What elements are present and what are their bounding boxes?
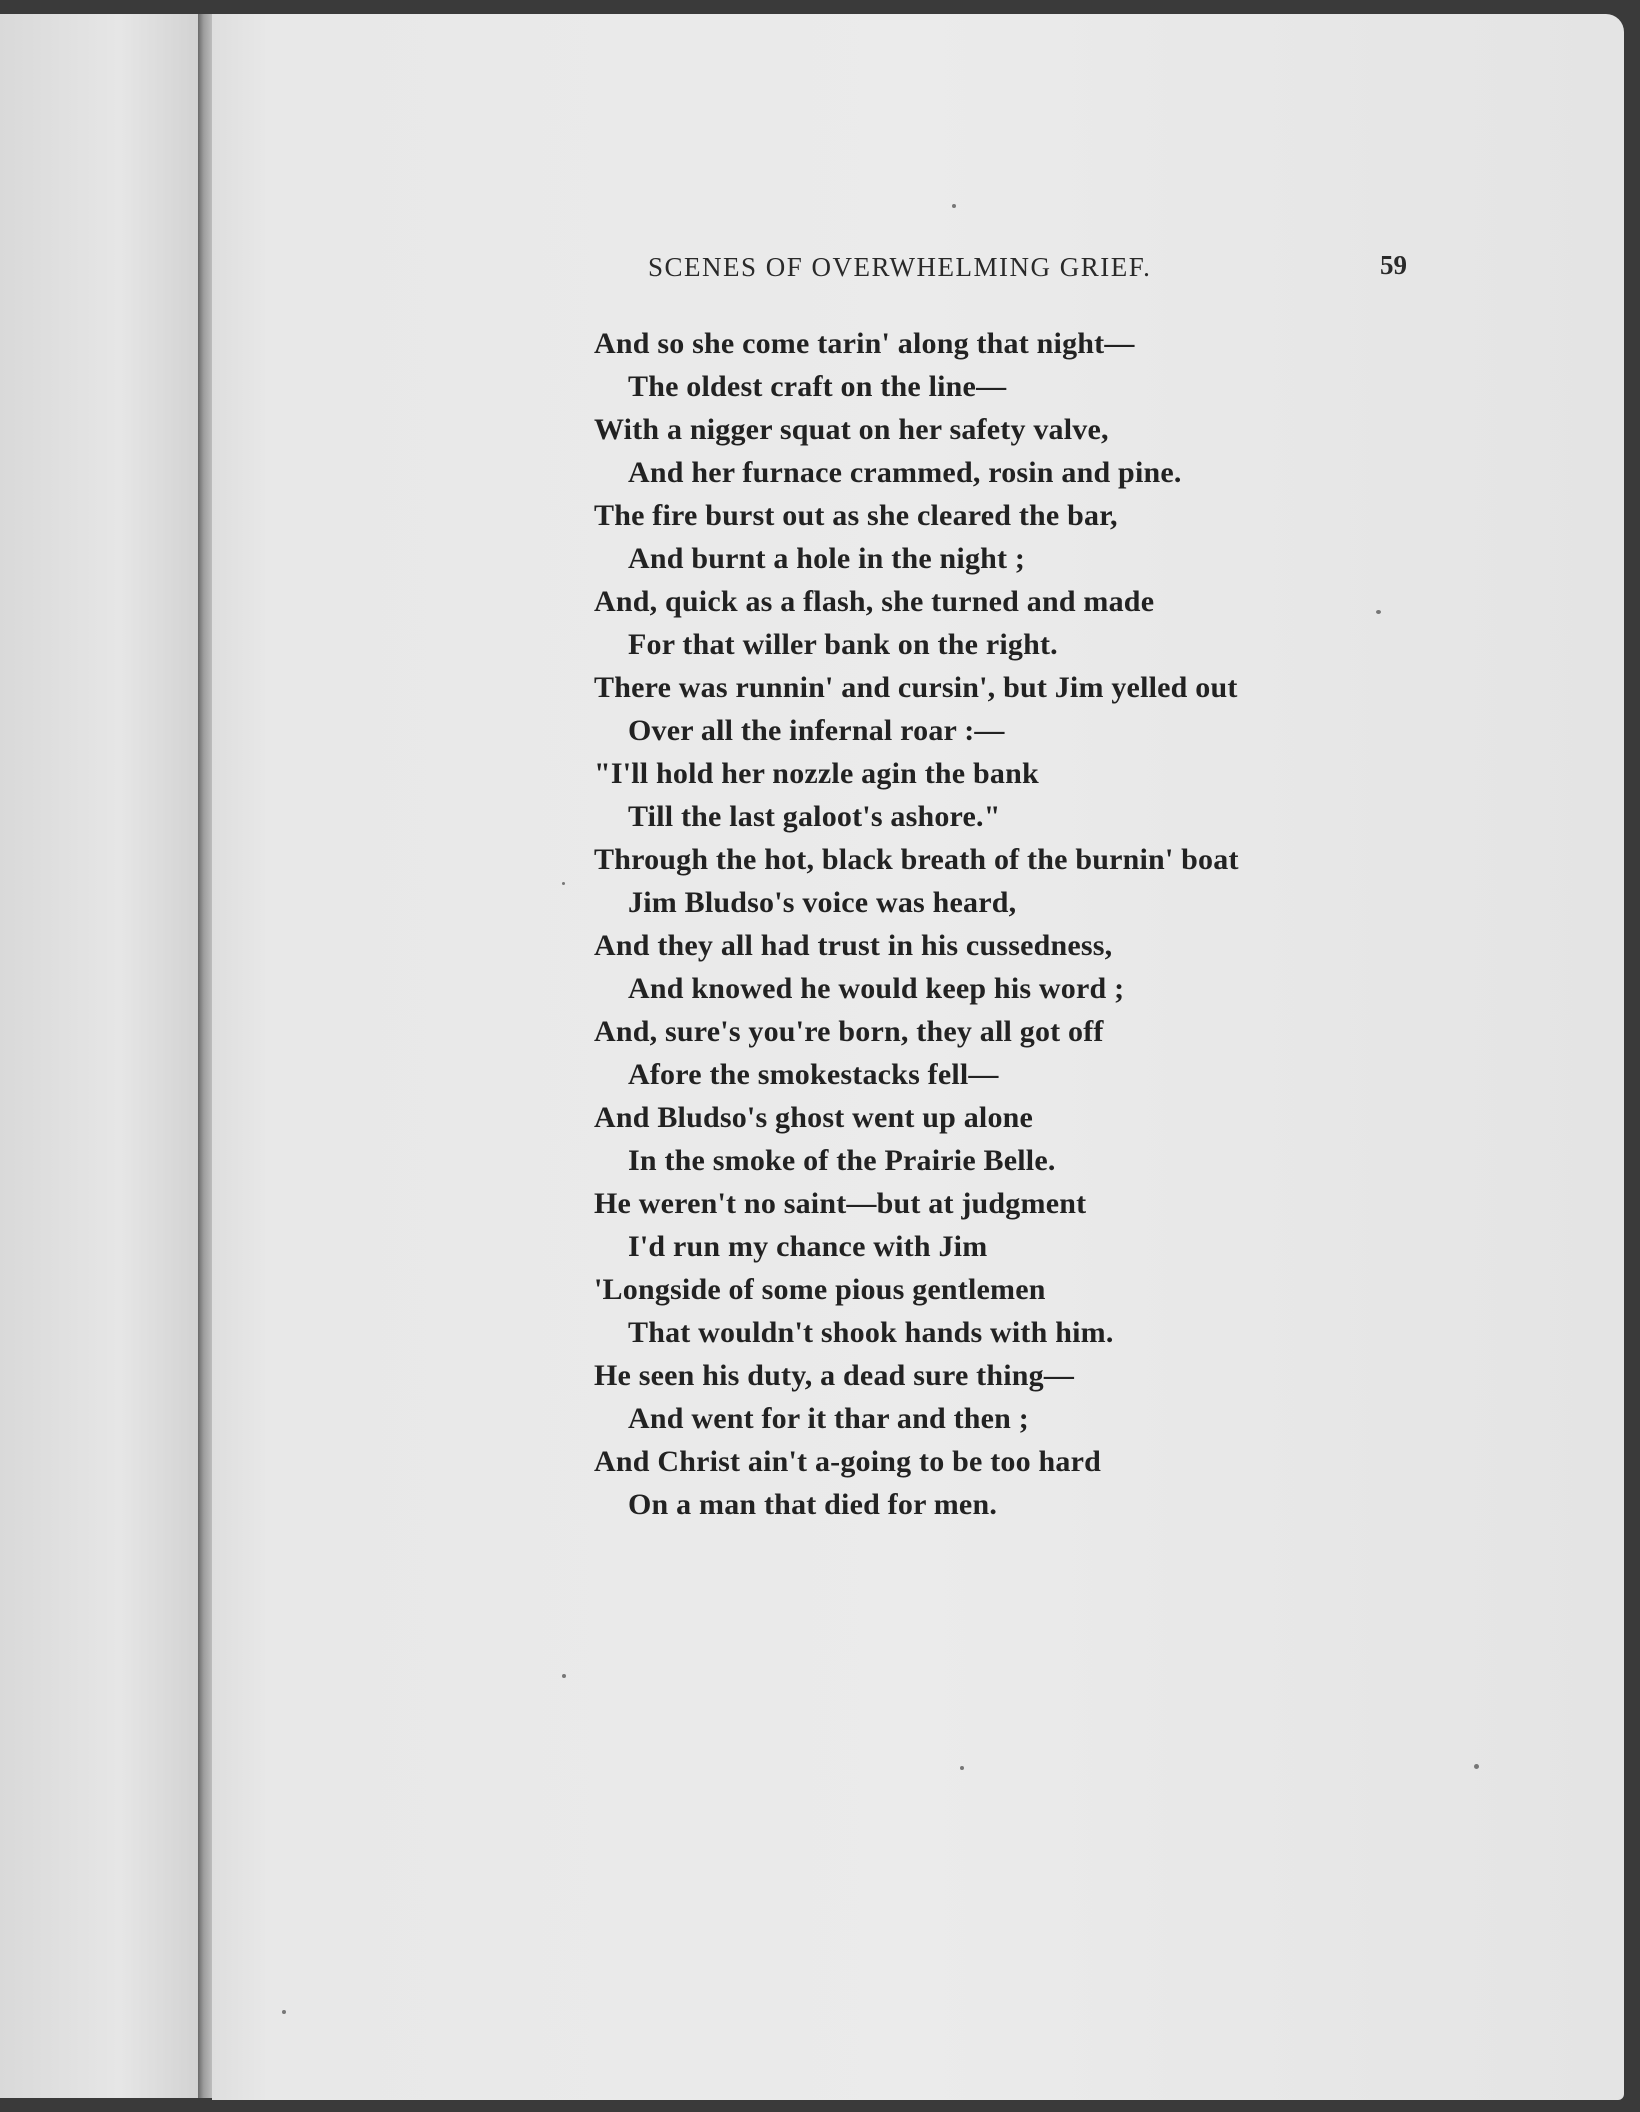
- poem-line: And they all had trust in his cussedness,: [594, 929, 1113, 962]
- poem-line: And, sure's you're born, they all got off: [594, 1015, 1104, 1048]
- poem-line: And knowed he would keep his word ;: [628, 972, 1125, 1005]
- poem-line: And, quick as a flash, she turned and made: [594, 585, 1155, 618]
- paper-speck: [562, 1674, 566, 1678]
- poem-line: And her furnace crammed, rosin and pine.: [628, 456, 1182, 489]
- poem-text: [594, 322, 1239, 1526]
- poem-line: Afore the smokestacks fell—: [628, 1058, 999, 1091]
- poem-line: And burnt a hole in the night ;: [628, 542, 1026, 575]
- poem-line: And Bludso's ghost went up alone: [594, 1101, 1034, 1134]
- running-head: SCENES OF OVERWHELMING GRIEF.: [648, 252, 1152, 282]
- left-page-edge: [0, 14, 200, 2098]
- poem-line: And so she come tarin' along that night—: [594, 327, 1135, 360]
- poem-line: Through the hot, black breath of the burnin' boat: [594, 843, 1239, 876]
- poem-line: The oldest craft on the line—: [628, 370, 1007, 403]
- poem-line: For that willer bank on the right.: [628, 628, 1058, 661]
- page-number: 59: [1380, 250, 1407, 280]
- poem-line: There was runnin' and cursin', but Jim yelled out: [594, 671, 1238, 704]
- poem-line: The fire burst out as she cleared the bar,: [594, 499, 1118, 532]
- book-gutter: [198, 14, 212, 2098]
- paper-speck: [960, 1766, 964, 1770]
- poem-line: On a man that died for men.: [628, 1488, 998, 1521]
- poem-line: "I'll hold her nozzle agin the bank: [594, 757, 1039, 790]
- poem-line: He weren't no saint—but at judgment: [594, 1187, 1087, 1220]
- poem-line: And went for it thar and then ;: [628, 1402, 1029, 1435]
- paper-speck: [1474, 1764, 1479, 1769]
- paper-speck: [282, 2010, 286, 2014]
- poem-line: And Christ ain't a-going to be too hard: [594, 1445, 1102, 1478]
- poem-line: He seen his duty, a dead sure thing—: [594, 1359, 1075, 1392]
- poem-line: In the smoke of the Prairie Belle.: [628, 1144, 1056, 1177]
- poem-line: With a nigger squat on her safety valve,: [594, 413, 1109, 446]
- poem-line: Jim Bludso's voice was heard,: [628, 886, 1017, 919]
- paper-speck: [562, 882, 565, 885]
- poem-line: Over all the infernal roar :—: [628, 714, 1005, 747]
- paper-speck: [952, 204, 956, 208]
- poem-line: I'd run my chance with Jim: [628, 1230, 988, 1263]
- poem-line: 'Longside of some pious gentlemen: [594, 1273, 1046, 1306]
- poem-line: Till the last galoot's ashore.": [628, 800, 1001, 833]
- paper-speck: [1376, 610, 1381, 614]
- poem-line: That wouldn't shook hands with him.: [628, 1316, 1114, 1349]
